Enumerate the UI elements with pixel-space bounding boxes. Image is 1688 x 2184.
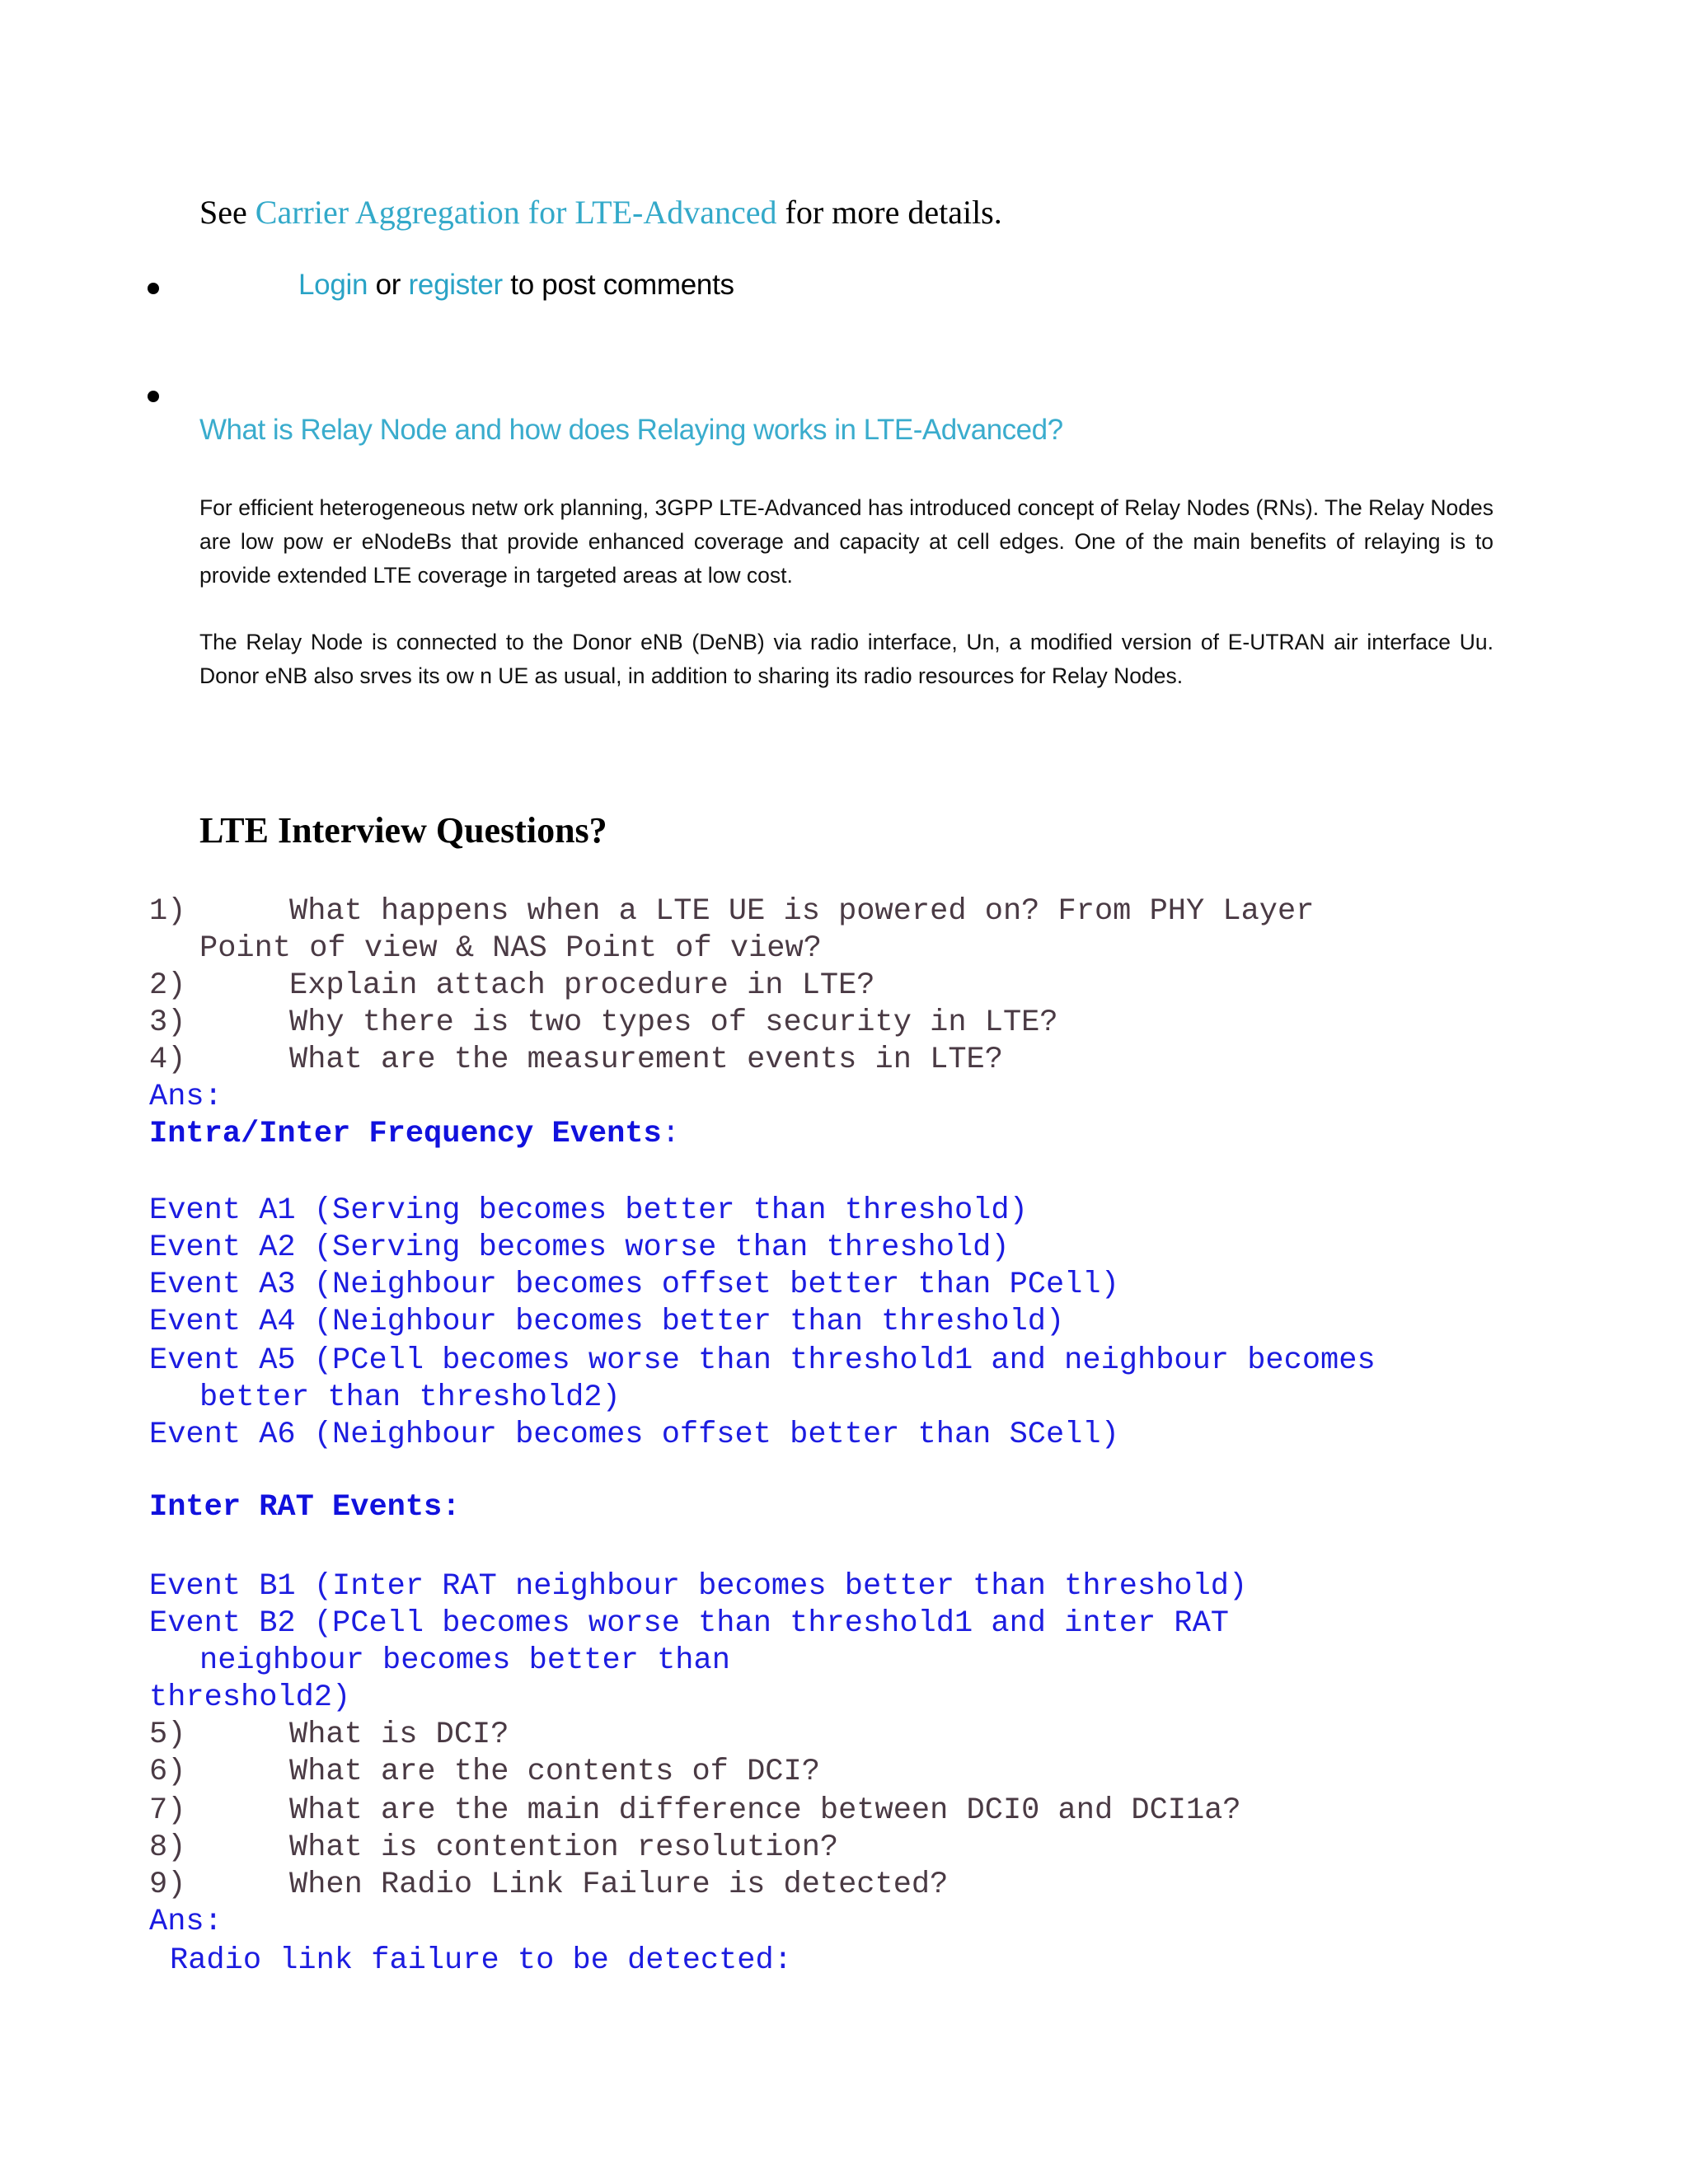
event-a4: Event A4 (Neighbour becomes better than threshold) (149, 1305, 1065, 1339)
intra-inter-heading: Intra/Inter Frequency Events: (149, 1117, 680, 1151)
question-1: 1) What happens when a LTE UE is powered on? From PHY Layer (149, 894, 1315, 929)
question-9: 9) When Radio Link Failure is detected? (149, 1868, 949, 1902)
question-8: 8) What is contention resolution? (149, 1830, 839, 1865)
question-4: 4) What are the measurement events in LTE? (149, 1043, 1003, 1077)
bullet-dot (148, 283, 159, 294)
see-prefix: See (199, 194, 247, 231)
event-a1: Event A1 (Serving becomes better than threshold) (149, 1193, 1028, 1228)
event-b1: Event B1 (Inter RAT neighbour becomes better than threshold) (149, 1569, 1248, 1604)
register-link[interactable]: register (408, 269, 503, 301)
relay-paragraph-2: The Relay Node is connected to the Donor eNB (DeNB) via radio interface, Un, a modified version of E-UTRAN air interface Uu. Donor eNB also srves its ow n UE as usual, in addition to sharing its radio resources for Relay Nodes. (199, 630, 1493, 688)
event-a5: Event A5 (PCell becomes worse than threshold1 and neighbour becomes (149, 1343, 1376, 1378)
question-2: 2) Explain attach procedure in LTE? (149, 968, 875, 1003)
question-6: 6) What are the contents of DCI? (149, 1755, 820, 1789)
relay-paragraph-1: For efficient heterogeneous netw ork planning, 3GPP LTE-Advanced has introduced concept of Relay Nodes (RNs). The Relay Nodes are low pow er eNodeBs that provide enhanced coverage and capacity at cell edges. One of the main benefits of relaying is to provide extended LTE coverage in targeted areas at low cost. (199, 495, 1493, 588)
event-b2: Event B2 (PCell becomes worse than threshold1 and inter RAT (149, 1606, 1230, 1641)
event-b2-continuation-2: threshold2) (149, 1680, 351, 1715)
see-suffix: for more details. (785, 194, 1002, 231)
relay-node-article-link[interactable]: What is Relay Node and how does Relaying works in LTE-Advanced? (199, 414, 1063, 446)
question-3: 3) Why there is two types of security in LTE? (149, 1005, 1058, 1040)
bullet-dot (148, 391, 159, 402)
event-a3: Event A3 (Neighbour becomes offset better than PCell) (149, 1268, 1119, 1302)
login-register-line (298, 269, 734, 302)
event-a5-continuation: better than threshold2) (199, 1380, 621, 1415)
rlf-detected-line: Radio link failure to be detected: (170, 1943, 792, 1978)
inter-rat-heading: Inter RAT Events: (149, 1490, 461, 1525)
question-1-continuation: Point of view & NAS Point of view? (199, 931, 822, 966)
answer-label: Ans: (149, 1080, 223, 1114)
event-a6: Event A6 (Neighbour becomes offset better than SCell) (149, 1418, 1119, 1452)
question-5: 5) What is DCI? (149, 1718, 509, 1752)
answer-label: Ans: (149, 1905, 223, 1939)
event-b2-continuation: neighbour becomes better than (199, 1643, 730, 1678)
carrier-aggregation-link[interactable]: Carrier Aggregation for LTE-Advanced (255, 194, 777, 231)
post-comments-text: to post comments (510, 269, 734, 301)
event-a2: Event A2 (Serving becomes worse than threshold) (149, 1230, 1010, 1265)
or-text: or (375, 269, 401, 301)
see-more-line (199, 193, 1002, 232)
interview-heading: LTE Interview Questions? (199, 810, 607, 851)
question-7: 7) What are the main difference between DCI0 and DCI1a? (149, 1793, 1241, 1828)
login-link[interactable]: Login (298, 269, 368, 301)
